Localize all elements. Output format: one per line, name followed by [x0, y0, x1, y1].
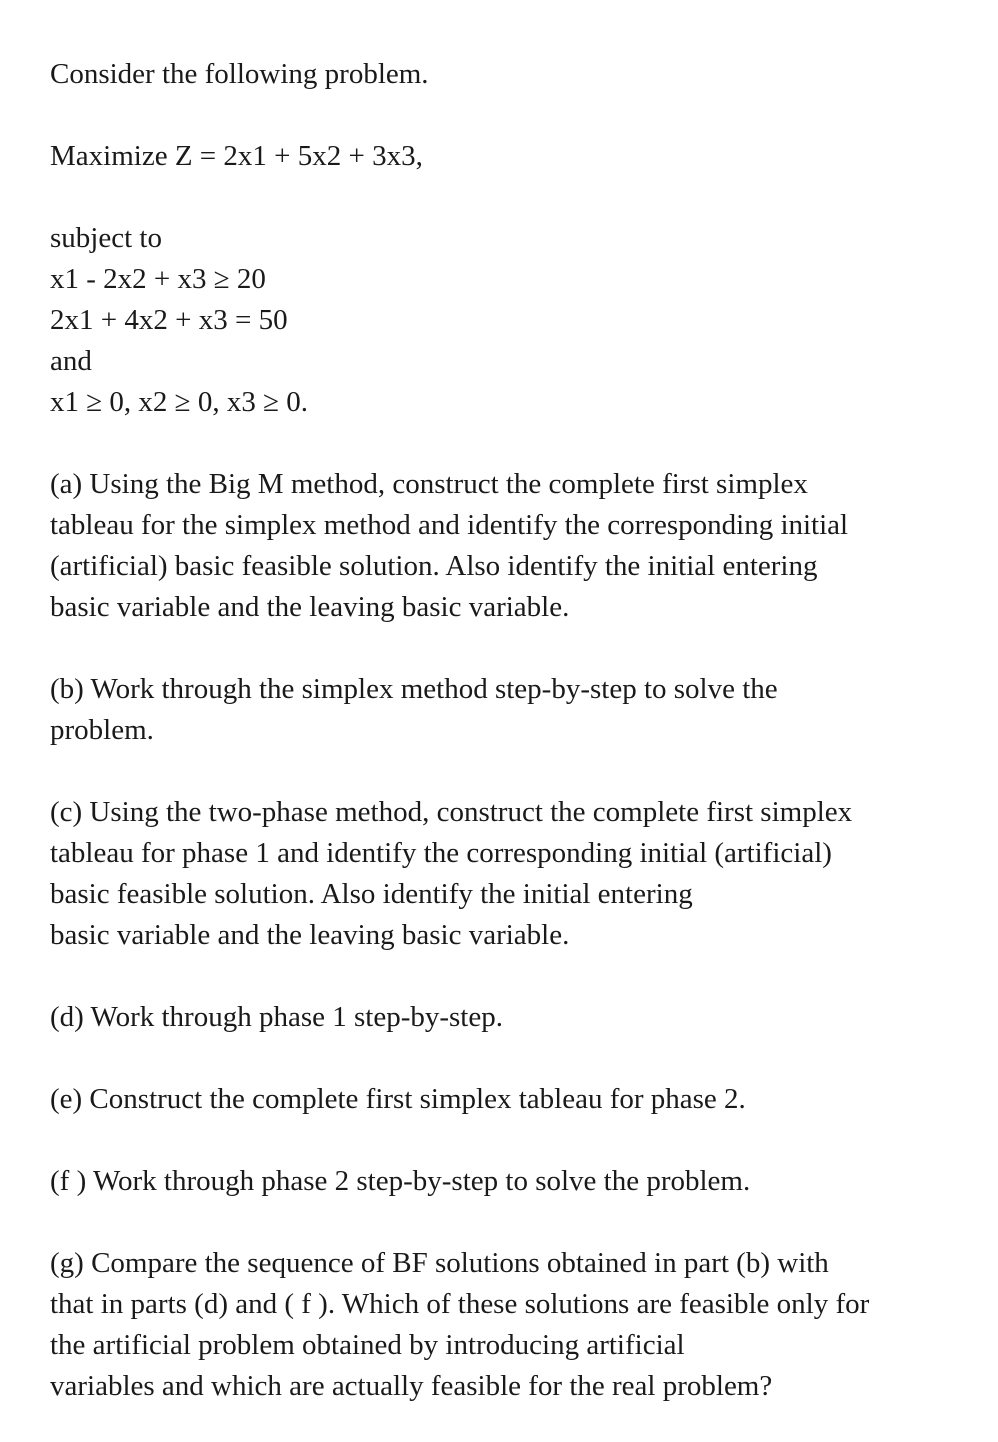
part-g-line: (g) Compare the sequence of BF solutions obtained in part (b) with [50, 1247, 829, 1279]
part-e [50, 1079, 980, 1120]
part-c-line: basic feasible solution. Also identify the initial entering [50, 878, 693, 910]
part-a-line: (artificial) basic feasible solution. Also identify the initial entering [50, 550, 818, 582]
part-a-line: (a) Using the Big M method, construct the complete first simplex [50, 468, 808, 500]
part-b-line: (b) Work through the simplex method step-by-step to solve the [50, 673, 778, 705]
part-g-line: the artificial problem obtained by introducing artificial [50, 1329, 685, 1361]
part-a-line: tableau for the simplex method and identify the corresponding initial [50, 509, 849, 541]
part-d-line: (d) Work through phase 1 step-by-step. [50, 1001, 503, 1033]
part-f-line: (f ) Work through phase 2 step-by-step to solve the problem. [50, 1165, 751, 1197]
part-b-line: problem. [50, 714, 154, 746]
constraint-1: x1 - 2x2 + x3 ≥ 20 [50, 263, 266, 295]
part-a [50, 464, 980, 628]
part-f [50, 1161, 980, 1202]
part-c-line: (c) Using the two-phase method, construct the complete first simplex [50, 796, 853, 828]
objective-paragraph [50, 136, 980, 177]
part-c-line: basic variable and the leaving basic variable. [50, 919, 570, 951]
objective-function: Maximize Z = 2x1 + 5x2 + 3x3, [50, 140, 423, 172]
intro-text: Consider the following problem. [50, 58, 429, 90]
part-g-line: variables and which are actually feasible for the real problem? [50, 1370, 773, 1402]
constraint-2: 2x1 + 4x2 + x3 = 50 [50, 304, 288, 336]
part-b [50, 669, 980, 751]
constraints-block [50, 218, 980, 423]
nonnegativity-constraints: x1 ≥ 0, x2 ≥ 0, x3 ≥ 0. [50, 386, 308, 418]
part-e-line: (e) Construct the complete first simplex tableau for phase 2. [50, 1083, 746, 1115]
intro-paragraph [50, 54, 980, 95]
part-c [50, 792, 980, 956]
part-g-line: that in parts (d) and ( f ). Which of these solutions are feasible only for [50, 1288, 870, 1320]
part-d [50, 997, 980, 1038]
part-g [50, 1243, 980, 1407]
subject-to-label: subject to [50, 222, 162, 254]
document-page [50, 54, 980, 1407]
and-label: and [50, 345, 92, 377]
part-c-line: tableau for phase 1 and identify the corresponding initial (artificial) [50, 837, 832, 869]
part-a-line: basic variable and the leaving basic variable. [50, 591, 570, 623]
